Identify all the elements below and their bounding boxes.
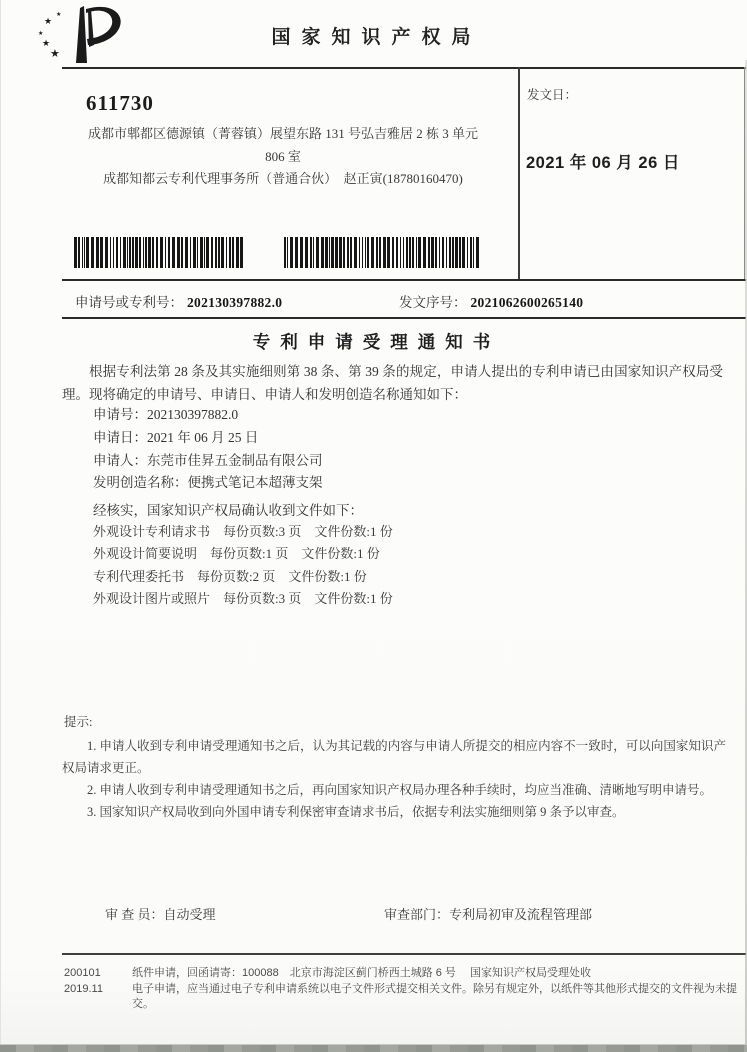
tips-label: 提示: <box>64 715 93 729</box>
scan-left-edge <box>0 0 1 1052</box>
notice-intro: 根据专利法第 28 条及其实施细则第 38 条、第 39 条的规定，申请人提出的专利申请已由国家知识产权局受理。现将确定的申请号、申请日、申请人和发明创造名称通知如下： <box>62 364 723 402</box>
field-row-filing-date <box>93 427 323 450</box>
svg-text:★: ★ <box>44 17 53 27</box>
serial-number-label: 发文序号： <box>399 295 467 310</box>
field-value: 东莞市佳昇五金制品有限公司 <box>147 452 323 468</box>
field-label: 申请人： <box>93 452 147 468</box>
footer-notes <box>132 966 740 1013</box>
dispatch-date-label: 发文日： <box>527 88 578 102</box>
notice-title: 专利申请受理通知书 <box>252 332 501 352</box>
numbers-row-top-rule <box>62 279 746 281</box>
recipient-address <box>62 123 504 191</box>
tip-item: 1. 申请人收到专利申请受理通知书之后，认为其记载的内容与申请人所提交的相应内容不一致时，可以向国家知识产权局请求更正。 <box>62 739 726 775</box>
footer-note-2: 电子申请，应当通过电子专利申请系统以电子文件形式提交相关文件。除另有规定外，以纸件等其他形式提交的文件视为未提交。 <box>132 982 737 1010</box>
examiner-value: 自动受理 <box>163 907 216 922</box>
footer-note-1: 纸件申请，回函请寄：100088 北京市海淀区蓟门桥西土城路 6 号 国家知识产权局受理处收 <box>132 967 591 979</box>
document-item: 外观设计图片或照片 每份页数:3 页 文件份数:1 份 <box>93 591 393 607</box>
svg-text:★: ★ <box>42 39 51 49</box>
confirmation-line: 经核实，国家知识产权局确认收到文件如下： <box>93 503 363 518</box>
document-item: 外观设计专利请求书 每份页数:3 页 文件份数:1 份 <box>93 524 393 539</box>
tip-item: 2. 申请人收到专利申请受理通知书之后，再向国家知识产权局办理各种手续时，均应当准确、清晰地写明申请号。 <box>87 783 713 797</box>
examiner-group <box>105 904 216 923</box>
field-value: 2021 年 06 月 25 日 <box>147 429 259 445</box>
department-group <box>384 904 592 923</box>
field-row-applicant <box>93 450 323 473</box>
mail-route-code: 611730 <box>86 91 154 115</box>
field-row-application-number <box>93 404 323 427</box>
tips-list <box>62 735 726 823</box>
svg-text:★: ★ <box>50 47 60 60</box>
barcode-left <box>74 237 247 268</box>
field-label: 发明创造名称： <box>93 475 188 491</box>
svg-text:★: ★ <box>56 11 62 18</box>
address-line-2: 806 室 <box>265 148 301 164</box>
numbers-row-bottom-rule <box>62 317 746 319</box>
field-row-invention-title <box>93 472 323 495</box>
address-line-3: 成都知都云专利代理事务所（普通合伙） 赵正寅(18780160470) <box>103 171 463 186</box>
footer-rule <box>62 953 746 955</box>
address-line-1: 成都市郫都区德源镇（菁蓉镇）展望东路 131 号弘吉雅居 2 栋 3 单元 <box>87 126 478 141</box>
serial-number-value: 2021062600265140 <box>470 295 584 310</box>
dispatch-box-left-border <box>518 67 520 280</box>
barcode-right <box>284 237 481 268</box>
notice-fields <box>93 404 323 495</box>
svg-text:★: ★ <box>38 30 44 37</box>
department-value: 专利局初审及流程管理部 <box>449 907 593 922</box>
agency-title: 国家知识产权局 <box>271 27 482 48</box>
tip-item: 3. 国家知识产权局收到向外国申请专利保密审查请求书后，依据专利法实施细则第 9 条予以审查。 <box>87 805 625 819</box>
scan-bottom-edge <box>0 1044 747 1052</box>
document-item: 专利代理委托书 每份页数:2 页 文件份数:1 份 <box>93 568 367 584</box>
document-item: 外观设计简要说明 每份页数:1 页 文件份数:1 份 <box>93 546 380 562</box>
document-list <box>93 521 393 611</box>
examiner-label: 审 查 员： <box>105 907 164 922</box>
application-number-group <box>75 291 282 311</box>
header-rule <box>62 67 746 69</box>
field-label: 申请号： <box>93 407 147 422</box>
footer-form-code: 200101 <box>64 967 101 979</box>
department-label: 审查部门： <box>384 907 450 922</box>
field-label: 申请日： <box>93 429 147 445</box>
footer-form-date: 2019.11 <box>64 982 103 995</box>
serial-number-group <box>399 291 583 311</box>
application-number-label: 申请号或专利号： <box>75 295 183 310</box>
footer-form-codes <box>64 966 103 997</box>
application-number-value: 202130397882.0 <box>187 295 283 310</box>
dispatch-date-value: 2021 年 06 月 26 日 <box>526 154 680 172</box>
field-value: 202130397882.0 <box>147 407 239 422</box>
field-value: 便携式笔记本超薄支架 <box>187 475 323 491</box>
